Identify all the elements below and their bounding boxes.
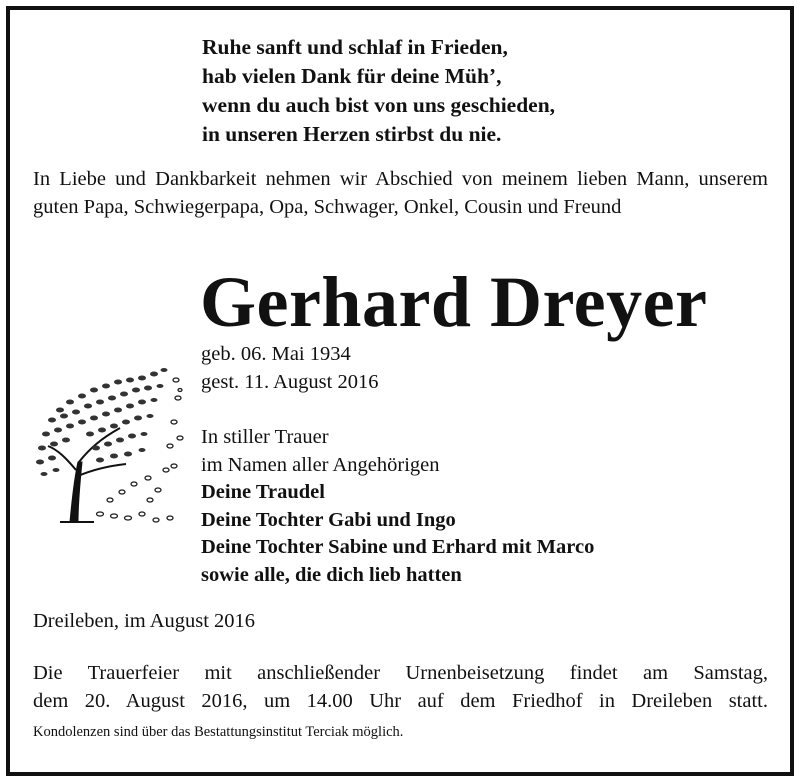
death-date: gest. 11. August 2016 [201,371,379,393]
deceased-name: Gerhard Dreyer [200,262,708,342]
ceremony-line: Die Trauerfeier mit anschließender Urnenbeisetzung findet am Samstag, [33,662,768,684]
poem-line: hab vielen Dank für deine Müh’, [202,64,502,88]
mourning-line: im Namen aller Angehörigen [201,453,440,476]
mourner-name: sowie alle, die dich lieb hatten [201,563,462,586]
poem-line: Ruhe sanft und schlaf in Frieden, [202,35,508,59]
condolence-note: Kondolenzen sind über das Bestattungsinstitut Terciak möglich. [33,724,404,740]
mourner-name: Deine Traudel [201,481,325,503]
poem-line: in unseren Herzen stirbst du nie. [202,122,502,146]
farewell-text: In Liebe und Dankbarkeit nehmen wir Abschied von meinem lieben Mann, unserem guten Papa, Schwiegerpapa, Opa, Schwager, Onkel, Cousin und Freund [33,168,768,218]
place-date: Dreileben, im August 2016 [33,610,256,632]
ceremony-info [33,659,768,715]
mourner-name: Deine Tochter Sabine und Erhard mit Marco [201,536,595,558]
poem [202,33,555,149]
birth-date: geb. 06. Mai 1934 [201,343,351,365]
mourner-name: Deine Tochter Gabi und Ingo [201,508,456,531]
windblown-tree-icon [30,350,200,530]
life-dates [201,340,378,396]
mourners [201,424,594,589]
ceremony-line: dem 20. August 2016, um 14.00 Uhr auf dem Friedhof in Dreileben statt. [33,690,768,712]
poem-line: wenn du auch bist von uns geschieden, [202,93,556,117]
mourning-line: In stiller Trauer [201,426,329,448]
